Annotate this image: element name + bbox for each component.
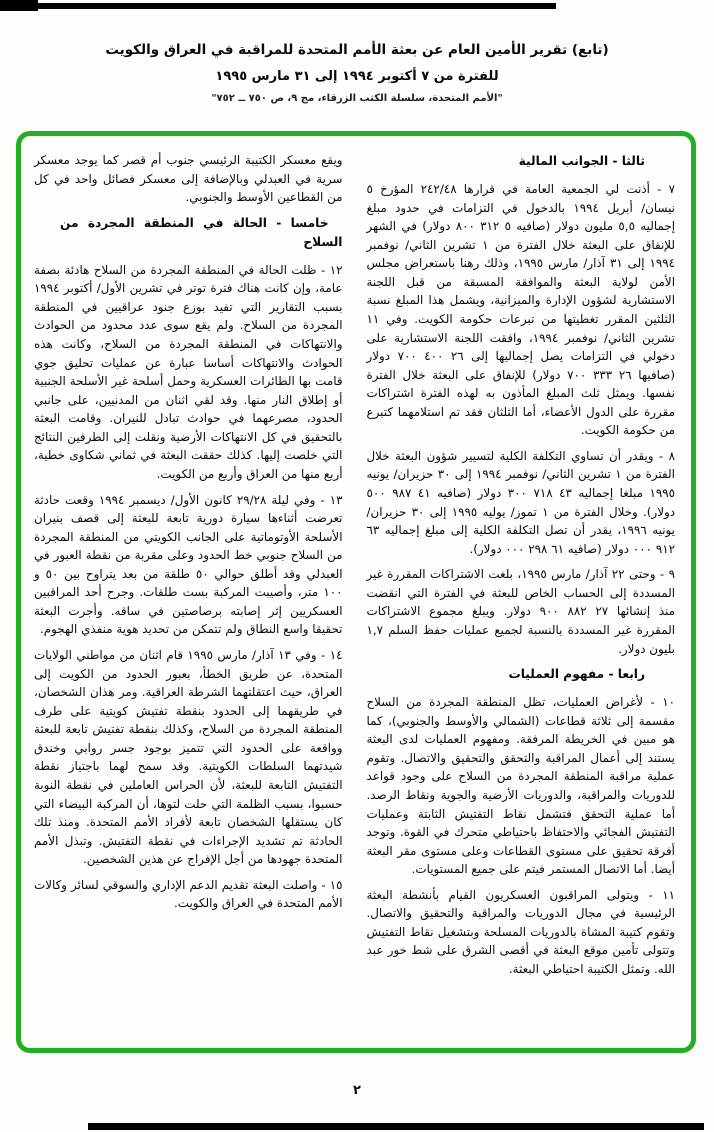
report-title: (تابع) تقرير الأمين العام عن بعثة الأمم المتحدة للمراقبة في العراق والكويت bbox=[105, 42, 609, 58]
column-right bbox=[367, 151, 676, 1040]
scan-artifact-top-bar bbox=[0, 3, 556, 9]
paragraph-11: ١١ - ويتولى المراقبون العسكريون القيام بأنشطة البعثة الرئيسية في مجال الدوريات والمراقبة والتحقيق والاتصال. وتقوم كتيبة المشاة بالدوريات المسلحة وبتشغيل نقاط التفتيش وتتولى تأمين موقع البعثة في أقصى الشرق على شط خور عبد الله. وتمثل الكتيبة احتياطي البعثة. bbox=[366, 887, 675, 976]
paragraph-7: ٧ - أذنت لي الجمعية العامة في قرارها ٢٤٢/٤٨ المؤرخ ٥ نيسان/ أبريل ١٩٩٤ بالدخول في التزامات في حدود مبلغ إجماليه ٥,٥ مليون دولار (صافيه ٥ ٣١٢ ٨٠٠ دولار) في الشهر للإنفاق على البعثة خلال الفترة من ١ تشرين الثاني/ نوفمبر ١٩٩٤ إلى ٣١ آذار/ مارس ١٩٩٥، وذلك رهنا باستعراض مجلس الأمن لولاية البعثة والموافقة المسبقة من قبل اللجنة الاستشارية لشؤون الإدارة والميزانية، ويشمل هذا المبلغ نسبة الثلثين المقرر تغطيتها من تبرعات حكومة الكويت. وفي ١١ تشرين الثاني/ نوفمبر ١٩٩٤، وافقت اللجنة الاستشارية على دخولي في التزامات يصل إجماليها إلى ٢٦ ٤٠٠ ٧٠٠ دولار (صافيها ٢٦ ٣٣٣ ٧٠٠ دولار) للإنفاق على البعثة خلال الفترة نفسها. ويمثل ثلث المبلغ المأذون به لهذه الفترة اشتراكات مقررة على الدول الأعضاء، أما الثلثان فقد تم استلامهما كتبرع من حكومة الكويت. bbox=[366, 182, 676, 438]
heading-situation-dmz: خامسا - الحالة في المنطقة المجردة من السلاح bbox=[60, 215, 343, 249]
report-period: للفترة من ٧ أكتوبر ١٩٩٤ إلى ٣١ مارس ١٩٩٥ bbox=[215, 69, 499, 84]
paragraph-8: ٨ - ويقدر أن تساوي التكلفة الكلية لتسيير شؤون البعثة خلال الفترة من ١ تشرين الثاني/ نوفمبر ١٩٩٤ إلى ٣٠ حزيران/ يونيه ١٩٩٥ مبلغا إجماليه ٤٣ ٧١٨ ٣٠٠ دولار (صافيه ٤١ ٩٨٧ ٥٠٠ دولار). وخلال الفترة من ١ تموز/ يوليه ١٩٩٥ إلى ٣٠ حزيران/ يونيه ١٩٩٦، يقدر أن تصل التكلفة الكلية إلى مبلغ إجماليه ٦٣ ٩١٢ ٠٠٠ دولار (صافيه ٦١ ٢٩٨ ٠٠٠ دولار). bbox=[366, 448, 676, 556]
document-header bbox=[0, 0, 714, 104]
paragraph-13: ١٣ - وفي ليلة ٢٩/٢٨ كانون الأول/ ديسمبر ١٩٩٤ وقعت حادثة تعرضت أثناءها سيارة دورية تابعة للبعثة إلى قصف بنيران الأسلحة الأوتوماتية على الجانب الكويتي من المنطقة المجردة من السلاح جنوبي خط الحدود وعلى مقربة من نقطة العبور في العبدلي وقد أطلق حوالي ٥٠ طلقة من بعد يتراوح بين ٥٠ و ١٠٠ متر، وأصيبت المركبة بست طلقات. وجرح أحد المراقبين العسكريين إثر إصابته برصاصتين في ساقه. وأجرت البعثة تحقيقا واسع النطاق ولم تتمكن من تحديد هوية منفذي الهجوم. bbox=[34, 492, 343, 637]
source-citation: "الأمم المتحدة، سلسلة الكتب الزرقاء، مج ٩، ص ٧٥٠ ــ ٧٥٢" bbox=[211, 93, 503, 104]
paragraph-12: ١٢ - ظلت الحالة في المنطقة المجردة من السلاح هادئة بصفة عامة، وإن كانت هناك فترة توتر في تشرين الأول/ أكتوبر ١٩٩٤ بسبب التقارير التي تفيد بوزع جنود عراقيين في المنطقة المجردة من السلاح. ولم يقع سوى عدد محدود من الحوادث والانتهاكات في المنطقة المجردة من السلاح، وكانت هذه الحوادث والانتهاكات أساسا عبارة عن عمليات تحليق جوي قامت بها الطائرات العسكرية وحمل أسلحة غير الأسلحة الجنبية أو إطلاق النار منها. وقد لقي اثنان من المدنيين، على جانبي الحدود، مصرعهما في حوادث تبادل للنيران. وقامت البعثة بالتحقيق في كل الانتهاكات الأرضية ونقلت إلى الطرفين النتائج التي خلصت إليها. كذلك حققت البعثة في ثماني شكاوى خطية، أربع منها من العراق وأربع من الكويت. bbox=[34, 262, 343, 481]
paragraph-15: ١٥ - واصلت البعثة تقديم الدعم الإداري والسوقي لسائر وكالات الأمم المتحدة في العراق والكويت. bbox=[34, 877, 343, 911]
paragraph-14: ١٤ - وفي ١٣ آذار/ مارس ١٩٩٥ قام اثنان من مواطني الولايات المتحدة، عن طريق الخطأ، بعبور الحدود من الكويت إلى العراق، حيث اعتقلتهما الشرطة العراقية. ومر هذان الشخصان، في طريقهما إلى الحدود بنقطة تفتيش كويتية على طرف المنطقة المجردة من السلاح، وكذلك بنقطة تفتيش تابعة للبعثة وواقعة على الحدود التي تتميز بوجود جسر روابي وخندق شيدتهما السلطات الكويتية. وقد سمح لهما باجتياز نقطة التفتيش التابعة للبعثة، لأن الحراس العاملين في نقطة النوبة حسبوا، بسبب الظلمة التي حلت لتوها، أن المركبة البيضاء التي كان يستقلها الشخصان تابعة لأفراد الأمم المتحدة. ومنذ تلك الحادثة تم تشديد الإجراءات في نقطة التفتيش. وتبذل الأمم المتحدة جهودها من أجل الإفراج عن هذين الشخصين. bbox=[34, 648, 343, 867]
column-left bbox=[34, 151, 343, 1040]
scan-artifact-bottom-bar bbox=[88, 1123, 704, 1130]
heading-financial-aspects: ثالثا - الجوانب المالية bbox=[518, 154, 645, 168]
green-border-content-box bbox=[16, 131, 696, 1053]
paragraph-10: ١٠ - لأغراض العمليات، تظل المنطقة المجردة من السلاح مقسمة إلى ثلاثة قطاعات (الشمالي والأوسط والجنوبي)، كما هو مبين في الخريطة المرفقة. ومفهوم العمليات لدى البعثة يستند إلى أعمال المراقبة والتحقق والتحقيق والاتصال. وتقوم عملية مراقبة المنطقة المجردة من السلاح على وجود قواعد للدوريات والمراقبة، والدوريات الأرضية والجوية ونقاط الرصد. أما عملية التحقق فتشمل نقاط التفتيش الثابتة وعمليات التفتيش الفجائي والاحتفاظ باحتياطي متحرك في القوة. وتوجد أفرقة تحقيق على مستوى القطاعات وعلى مستوى مقر البعثة أيضا. أما الاتصال المستمر فيتم على جميع المستويات. bbox=[366, 695, 675, 877]
page-number: ٢ bbox=[353, 1083, 361, 1098]
paragraph-continuation: ويقع معسكر الكتيبة الرئيسي جنوب أم قصر كما يوجد معسكر سرية في العبدلي وبالإضافة إلى معسكر فصائل واحد في كل من القطاعين الأوسط والجنوبي. bbox=[34, 153, 343, 205]
paragraph-9: ٩ - وحتى ٢٢ آذار/ مارس ١٩٩٥، بلغت الاشتراكات المقررة غير المسددة إلى الحساب الخاص للبعثة في الفترة التي انقضت منذ إنشائها ٢٧ ٨٨٢ ٩٠٠ دولار. ويبلغ مجموع الاشتراكات المقررة غير المسددة بالنسبة لجميع عمليات حفظ السلم ١,٧ بليون دولار. bbox=[366, 567, 676, 656]
heading-concept-of-operations: رابعا - مفهوم العمليات bbox=[508, 667, 645, 682]
